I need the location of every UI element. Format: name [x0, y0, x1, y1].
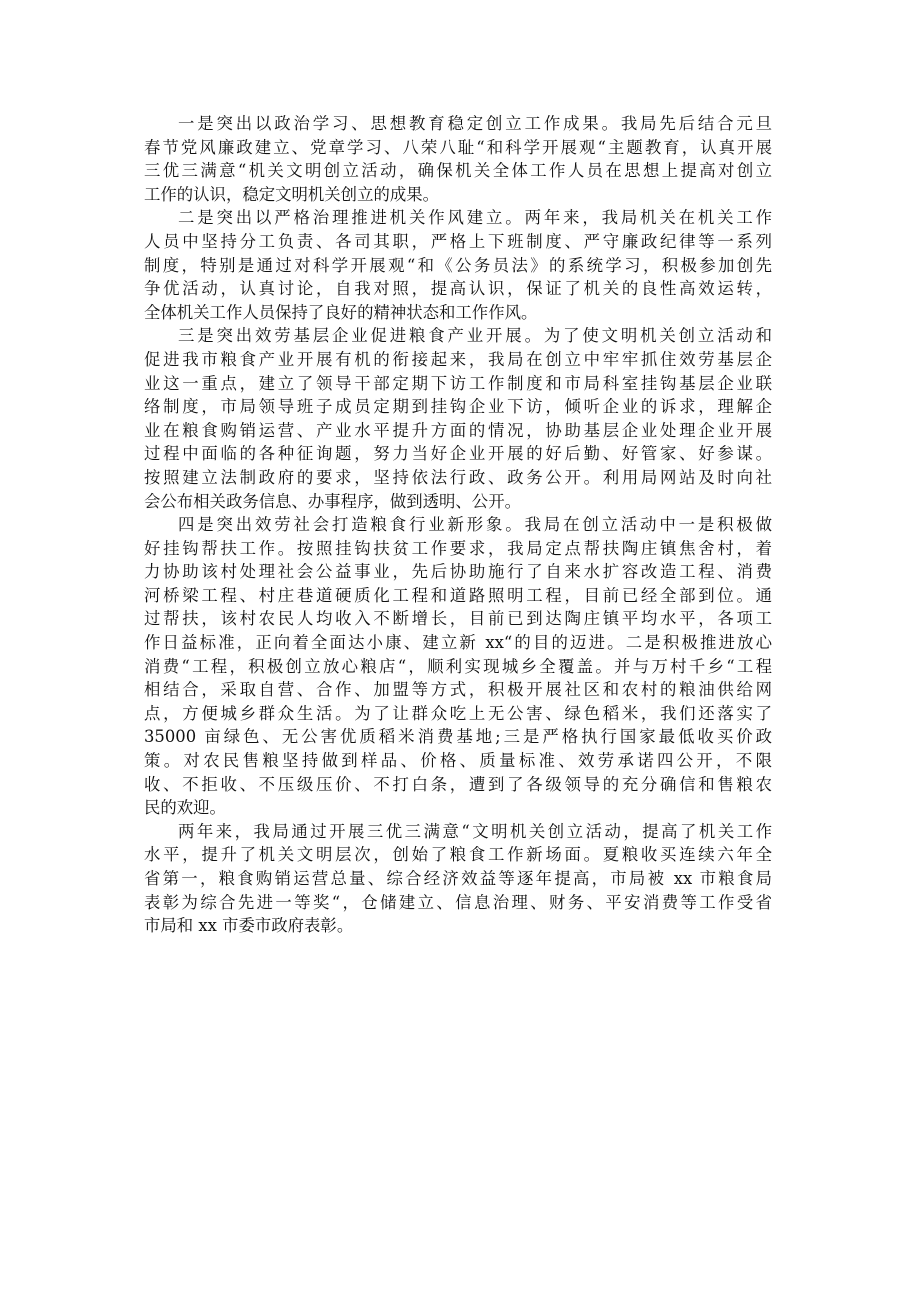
- text-line: 力协助该村处理社会公益事业，先后协助施行了自来水扩容改造工程、消费: [144, 562, 772, 582]
- text-line: 业这一重点，建立了领导干部定期下访工作制度和市局科室挂钩基层企业联: [144, 373, 772, 393]
- text-line: 全体机关工作人员保持了良好的精神状态和工作作风。: [144, 302, 538, 322]
- text-line: 二是突出以严格治理推进机关作风建立。两年来，我局机关在机关工作: [178, 208, 772, 228]
- paragraph-2: [144, 206, 772, 324]
- text-line: 作日益标准，正向着全面达小康、建立新 xx“的目的迈进。二是积极推进放心: [144, 633, 772, 653]
- text-line: 过帮扶，该村农民人均收入不断增长，目前已到达陶庄镇平均水平，各项工: [144, 609, 772, 629]
- text-line: 消费“工程，积极创立放心粮店“，顺利实现城乡全覆盖。并与万村千乡“工程: [144, 656, 772, 676]
- text-line: 三优三满意“机关文明创立活动，确保机关全体工作人员在思想上提高对创立: [144, 161, 772, 181]
- text-line: 两年来，我局通过开展三优三满意“文明机关创立活动，提高了机关工作: [178, 821, 772, 841]
- text-line: 制度，特别是通过对科学开展观“和《公务员法》的系统学习，积极参加创先: [144, 255, 772, 275]
- text-line: 业在粮食购销运营、产业水平提升方面的情况，协助基层企业处理企业开展: [144, 420, 772, 440]
- text-line: 点，方便城乡群众生活。为了让群众吃上无公害、绿色稻米，我们还落实了: [144, 703, 772, 723]
- text-line: 工作的认识，稳定文明机关创立的成果。: [144, 184, 440, 204]
- text-line: 会公布相关政务信息、办事程序，做到透明、公开。: [144, 491, 521, 511]
- text-line: 民的欢迎。: [144, 798, 226, 818]
- text-line: 市局和 xx 市委市政府表彰。: [144, 916, 354, 936]
- text-line: 收、不拒收、不压级压价、不打白条，遭到了各级领导的充分确信和售粮农: [144, 774, 772, 794]
- text-line: 表彰为综合先进一等奖“，仓储建立、信息治理、财务、平安消费等工作受省: [144, 892, 772, 912]
- text-line: 争优活动，认真讨论，自我对照，提高认识，保证了机关的良性高效运转，: [144, 279, 772, 299]
- text-line: 河桥梁工程、村庄巷道硬质化工程和道路照明工程，目前已经全部到位。通: [144, 585, 772, 605]
- text-line: 络制度，市局领导班子成员定期到挂钩企业下访，倾听企业的诉求，理解企: [144, 397, 772, 417]
- text-line: 策。对农民售粮坚持做到样品、价格、质量标准、效劳承诺四公开，不限: [144, 751, 772, 771]
- paragraph-5: [144, 820, 772, 938]
- text-line: 人员中坚持分工负责、各司其职，严格上下班制度、严守廉政纪律等一系列: [144, 231, 772, 251]
- paragraph-1: [144, 112, 772, 206]
- text-line: 35000 亩绿色、无公害优质稻米消费基地;三是严格执行国家最低收买价政: [144, 727, 772, 747]
- text-line: 按照建立法制政府的要求，坚持依法行政、政务公开。利用局网站及时向社: [144, 467, 772, 487]
- paragraph-3: [144, 324, 772, 513]
- text-line: 三是突出效劳基层企业促进粮食产业开展。为了使文明机关创立活动和: [178, 326, 772, 346]
- text-line: 省第一，粮食购销运营总量、综合经济效益等逐年提高，市局被 xx 市粮食局: [144, 869, 772, 888]
- document-body: [144, 112, 772, 938]
- text-line: 水平，提升了机关文明层次，创始了粮食工作新场面。夏粮收买连续六年全: [144, 845, 772, 865]
- text-line: 一是突出以政治学习、思想教育稳定创立工作成果。我局先后结合元旦: [178, 114, 772, 133]
- text-line: 过程中面临的各种征询题，努力当好企业开展的好后勤、好管家、好参谋。: [144, 444, 772, 464]
- paragraph-4: [144, 513, 772, 820]
- text-line: 四是突出效劳社会打造粮食行业新形象。我局在创立活动中一是积极做: [178, 515, 772, 535]
- text-line: 好挂钩帮扶工作。按照挂钩扶贫工作要求，我局定点帮扶陶庄镇焦舍村，着: [144, 538, 772, 558]
- text-line: 春节党风廉政建立、党章学习、八荣八耻“和科学开展观“主题教育，认真开展: [144, 137, 772, 157]
- text-line: 相结合，采取自营、合作、加盟等方式，积极开展社区和农村的粮油供给网: [144, 680, 772, 700]
- text-line: 促进我市粮食产业开展有机的衔接起来，我局在创立中牢牢抓住效劳基层企: [144, 349, 772, 369]
